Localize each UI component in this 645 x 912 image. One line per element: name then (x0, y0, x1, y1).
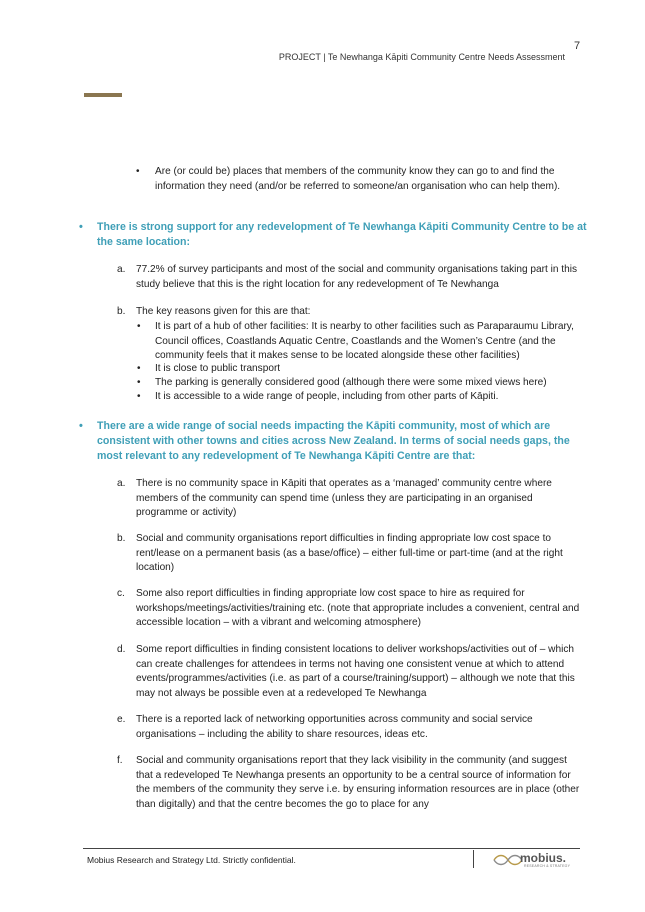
section2-heading-text: There are a wide range of social needs impacting the Kāpiti community, most of which are consistent with other towns and cities across New Zealand. In terms of social needs gaps, the most relevant to any redevelopment of Te Newhanga Kāpiti Centre are that: (97, 420, 570, 462)
item-text: There is a reported lack of networking opportunities across community and social service organisations – including the ability to share resources, ideas etc. (136, 714, 533, 740)
heading-bullet-icon: • (79, 420, 83, 432)
item-marker: b. (117, 533, 126, 544)
sub-bullet-text: It is close to public transport (155, 363, 281, 374)
footer-divider (473, 850, 474, 868)
logo-subtitle: RESEARCH & STRATEGY (524, 864, 571, 868)
section1-heading-text: There is strong support for any redevelopment of Te Newhanga Kāpiti Community Centre to be at the same location: (97, 221, 587, 248)
item-marker: d. (117, 644, 126, 655)
section1-item-b (117, 305, 581, 320)
section2-item-d (117, 643, 581, 701)
item-text: Social and community organisations report difficulties in finding appropriate low cost space to rent/lease on a permanent basis (as a base/office) – either full-time or part-time (and at the right location) (136, 533, 563, 574)
top-bullet (136, 165, 580, 194)
item-text: 77.2% of survey participants and most of the social and community organisations taking part in this study believe that this is the right location for any redevelopment of Te Newhanga (136, 264, 577, 290)
section1-heading (79, 220, 587, 250)
bullet-dot-icon: • (137, 321, 141, 332)
heading-bullet-icon: • (79, 221, 83, 233)
logo-text: mobius. (520, 851, 567, 865)
item-marker: b. (117, 306, 126, 317)
bullet-dot-icon: • (137, 363, 141, 374)
section1-sub-bullet (137, 320, 587, 364)
section2-item-b (117, 532, 581, 576)
item-marker: f. (117, 755, 123, 766)
page-number: 7 (574, 40, 581, 52)
section1-sub-bullet (137, 362, 587, 377)
header-project-title: PROJECT | Te Newhanga Kāpiti Community Centre Needs Assessment (278, 52, 565, 62)
item-marker: e. (117, 714, 126, 725)
item-marker: a. (117, 264, 126, 275)
section1-sub-bullet (137, 376, 587, 391)
bullet-dot-icon: • (137, 377, 141, 388)
item-text: Some report difficulties in finding consistent locations to deliver workshops/activities out of – which can create challenges for attendees in terms not having one consistent venue at which to attend events/programmes/activities (i.e. as part of a course/training/support) – although we note that this may not always be possible even at a redeveloped Te Newhanga (136, 644, 575, 699)
section2-item-e (117, 713, 581, 742)
top-bullet-text: Are (or could be) places that members of the community know they can go to and find the information they need (and/or be referred to someone/an organisation who can help them). (155, 166, 561, 192)
sub-bullet-text: It is part of a hub of other facilities: It is nearby to other facilities such as Paraparaumu Library, Council offices, Coastlands Aquatic Centre, Coastlands and the Women’s Centre (and the community feels that it makes sense to be located alongside these other facilities) (155, 321, 574, 362)
section2-item-c (117, 587, 581, 631)
section1-item-a (117, 263, 581, 292)
section2-item-f (117, 754, 581, 812)
item-text: The key reasons given for this are that: (136, 306, 311, 317)
sub-bullet-text: The parking is generally considered good (although there were some mixed views here) (155, 377, 547, 388)
mobius-logo (492, 849, 572, 871)
item-text: There is no community space in Kāpiti that operates as a ‘managed’ community centre where members of the community can spend time (unless they are participating in an organised programme or activity) (136, 478, 552, 519)
item-text: Some also report difficulties in finding appropriate low cost space to hire as required for workshops/meetings/activities/training etc. (note that appropriate includes a convenient, central and accessible location – with a vibrant and welcoming atmosphere) (136, 588, 580, 629)
accent-bar (84, 93, 122, 97)
section1-sub-bullet (137, 390, 587, 405)
sub-bullet-text: It is accessible to a wide range of people, including from other parts of Kāpiti. (155, 391, 499, 402)
bullet-dot-icon: • (137, 391, 141, 402)
item-text: Social and community organisations report that they lack visibility in the community (and suggest that a redeveloped Te Newhanga presents an opportunity to be a central source of information for the members of the community they serve i.e. by ensuring information resources are in place (other than digitally) and that the centre becomes the go to place for any (136, 755, 580, 810)
section2-item-a (117, 477, 581, 521)
footer-confidential-text: Mobius Research and Strategy Ltd. Strictly confidential. (87, 855, 296, 865)
item-marker: c. (117, 588, 125, 599)
section2-heading (79, 419, 572, 464)
item-marker: a. (117, 478, 126, 489)
bullet-dot-icon: • (136, 166, 140, 177)
